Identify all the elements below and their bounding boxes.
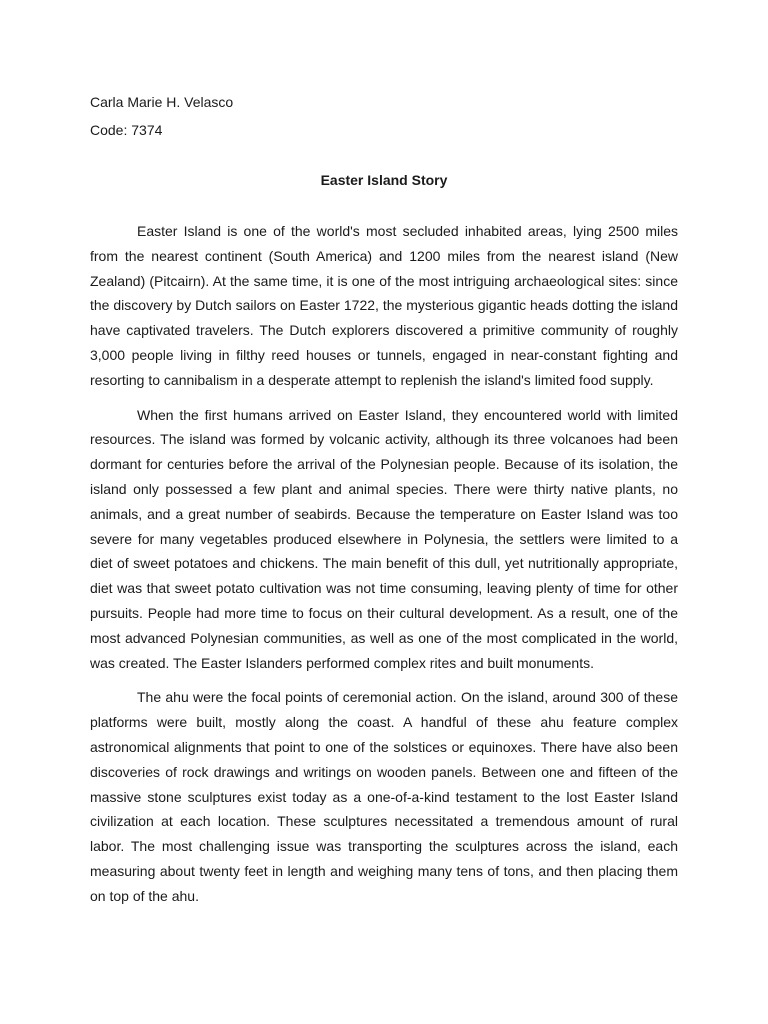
paragraph-2: When the first humans arrived on Easter Island, they encountered world with limited resources. The island was formed by volcanic activity, although its three volcanoes had been dormant for centuries before the arrival of the Polynesian people. Because of its isolation, the island only possessed a few plant and animal species. There were thirty native plants, no animals, and a great number of seabirds. Because the temperature on Easter Island was too severe for many vegetables produced elsewhere in Polynesia, the settlers were limited to a diet of sweet potatoes and chickens. The main benefit of this dull, yet nutritionally appropriate, diet was that sweet potato cultivation was not time consuming, leaving plenty of time for other pursuits. People had more time to focus on their cultural development. As a result, one of the most advanced Polynesian communities, as well as one of the most complicated in the world, was created. The Easter Islanders performed complex rites and built monuments. xyxy=(90,406,678,671)
student-code: Code: 7374 xyxy=(90,122,163,138)
paragraph-1: Easter Island is one of the world's most secluded inhabited areas, lying 2500 miles from the nearest continent (South America) and 1200 miles from the nearest island (New Zealand) (Pitcairn). At the same time, it is one of the most intriguing archaeological sites: since the discovery by Dutch sailors on Easter 1722, the mysterious gigantic heads dotting the island have captivated travelers. The Dutch explorers discovered a primitive community of roughly 3,000 people living in filthy reed houses or tunnels, engaged in near-constant fighting and resorting to cannibalism in a desperate attempt to replenish the island's limited food supply. xyxy=(90,223,678,388)
document-body xyxy=(90,219,678,909)
paragraph-3: The ahu were the focal points of ceremonial action. On the island, around 300 of these platforms were built, mostly along the coast. A handful of these ahu feature complex astronomical alignments that point to one of the solstices or equinoxes. There have also been discoveries of rock drawings and writings on wooden panels. Between one and fifteen of the massive stone sculptures exist today as a one-of-a-kind testament to the lost Easter Island civilization at each location. These sculptures necessitated a tremendous amount of rural labor. The most challenging issue was transporting the sculptures across the island, each measuring about twenty feet in length and weighing many tens of tons, and then placing them on top of the ahu. xyxy=(90,689,678,904)
author-name: Carla Marie H. Velasco xyxy=(90,94,234,110)
document-title: Easter Island Story xyxy=(320,172,448,188)
